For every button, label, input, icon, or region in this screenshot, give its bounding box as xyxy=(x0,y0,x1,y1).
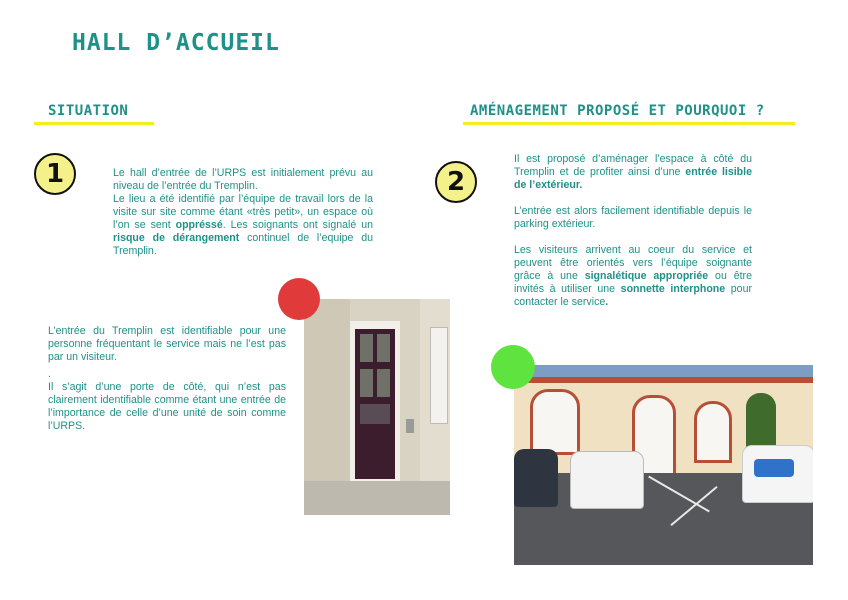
identifiable-text: L’entrée est alors facilement identifiable depuis le parking extérieur. xyxy=(514,205,752,230)
page-title: HALL D’ACCUEIL xyxy=(72,30,280,56)
emphasis-risque: risque de dérangement xyxy=(113,232,240,244)
emphasis-oppresse: oppréssé xyxy=(175,219,223,231)
emphasis-signaletique: signalétique appropriée xyxy=(584,270,709,282)
emphasis-entree: entrée lisible de l’extérieur. xyxy=(514,166,752,191)
amenagement-underline xyxy=(463,122,795,125)
number-badge-2: 2 xyxy=(435,161,477,203)
separator-dot: . xyxy=(48,368,51,380)
number-badge-1: 1 xyxy=(34,153,76,195)
door-photo xyxy=(304,299,450,515)
situation-paragraph-1 xyxy=(113,167,373,258)
proposal-text: Il est proposé d’aménager l’espace à côté du Tremplin et de profiter ainsi d’une entrée lisible de l’extérieur. xyxy=(514,153,752,191)
situation-heading: SITUATION xyxy=(48,103,129,119)
visitors-text: Les visiteurs arrivent au coeur du service et peuvent être orientés vers l’équipe soignante grâce à une signalétique appropriée ou être invités à utiliser une sonnette interphone pour contacter le service. xyxy=(514,244,752,308)
situation-paragraph-2 xyxy=(48,325,286,433)
dark-car xyxy=(514,449,558,507)
situation-text-line-1: Le hall d’entrée de l’URPS est initialement prévu au niveau de l’entrée du Tremplin. xyxy=(113,167,373,192)
situation-underline xyxy=(34,122,154,125)
side-door-text: Il s’agit d’une porte de côté, qui n’est pas clairement identifiable comme étant une entrée de l’importance de celle d’une unité de soin comme l’URPS. xyxy=(48,381,286,432)
white-car xyxy=(570,451,644,509)
building-photo xyxy=(514,365,813,565)
emphasis-sonnette: sonnette interphone xyxy=(620,283,726,295)
green-dot xyxy=(491,345,535,389)
tremplin-text: L’entrée du Tremplin est identifiable pour une personne fréquentant le service mais ne l’est pas par un visiteur. xyxy=(48,325,286,363)
situation-text-line-2: Le lieu a été identifié par l’équipe de travail lors de la visite sur site comme étant «très petit», un espace où l’on se sent oppréssé. Les soignants ont signalé un risque de dérangement continuel de l’equipe du Tremplin. xyxy=(113,193,374,257)
amenagement-text xyxy=(514,153,752,309)
red-dot xyxy=(278,278,320,320)
amenagement-heading: AMÉNAGEMENT PROPOSÉ ET POURQUOI ? xyxy=(470,103,765,119)
